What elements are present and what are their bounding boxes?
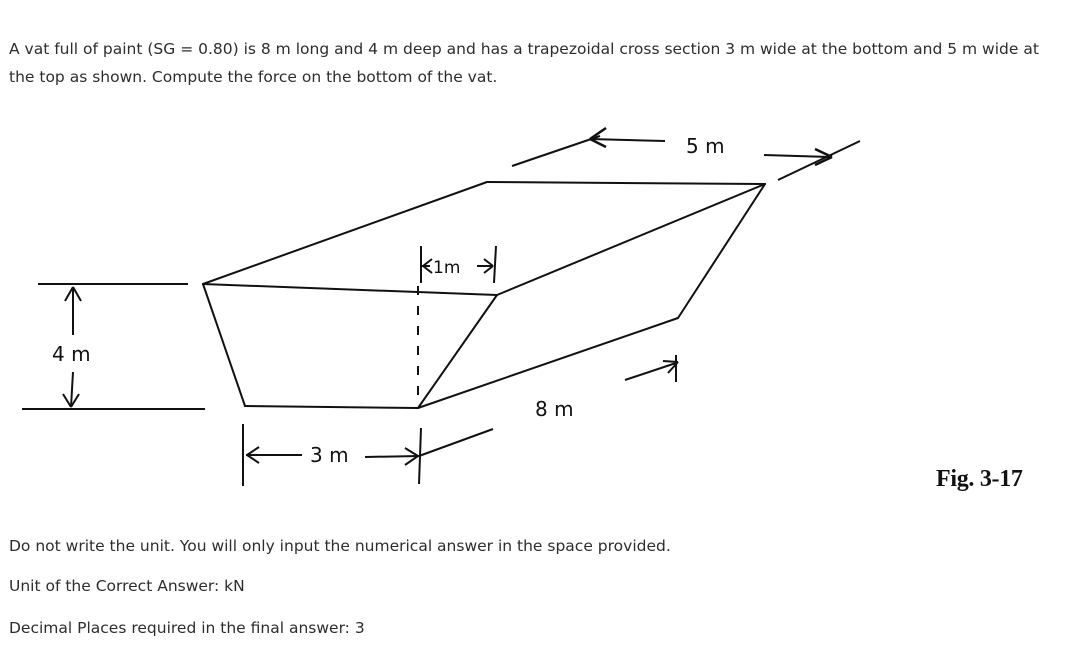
instruction-unit: Unit of the Correct Answer: kN [9,577,245,595]
depth-label: 4 m [52,342,91,366]
problem-statement: A vat full of paint (SG = 0.80) is 8 m long and 4 m deep and has a trapezoidal cross section 3 m wide at the bottom and 5 m wide at the top as shown. Compute the force on the bottom of the vat. [9,40,1039,86]
length-label: 8 m [535,397,574,421]
bottom-width-label: 3 m [310,443,349,467]
vat-edge-bottom-long [418,318,678,408]
top-width-label: 5 m [686,134,725,158]
length-dimension [625,355,676,382]
depth-dimension [22,284,205,409]
instruction-no-unit: Do not write the unit. You will only input the numerical answer in the space provided. [9,537,671,555]
vat-edge-top-back [487,182,765,184]
figure-caption: Fig. 3-17 [936,466,1023,492]
bottom-width-dimension [243,424,493,486]
vat-edge-front-bottom [245,406,418,408]
vat-edge-front-left [203,284,245,406]
vat-edge-top-front [203,284,497,295]
instruction-decimals: Decimal Places required in the final answer: 3 [9,619,365,637]
vat-edge-front-right [418,295,497,408]
vat-edge-top-right [497,184,765,295]
offset-label: 1m [433,258,461,278]
vat-edge-far-right [678,184,765,318]
